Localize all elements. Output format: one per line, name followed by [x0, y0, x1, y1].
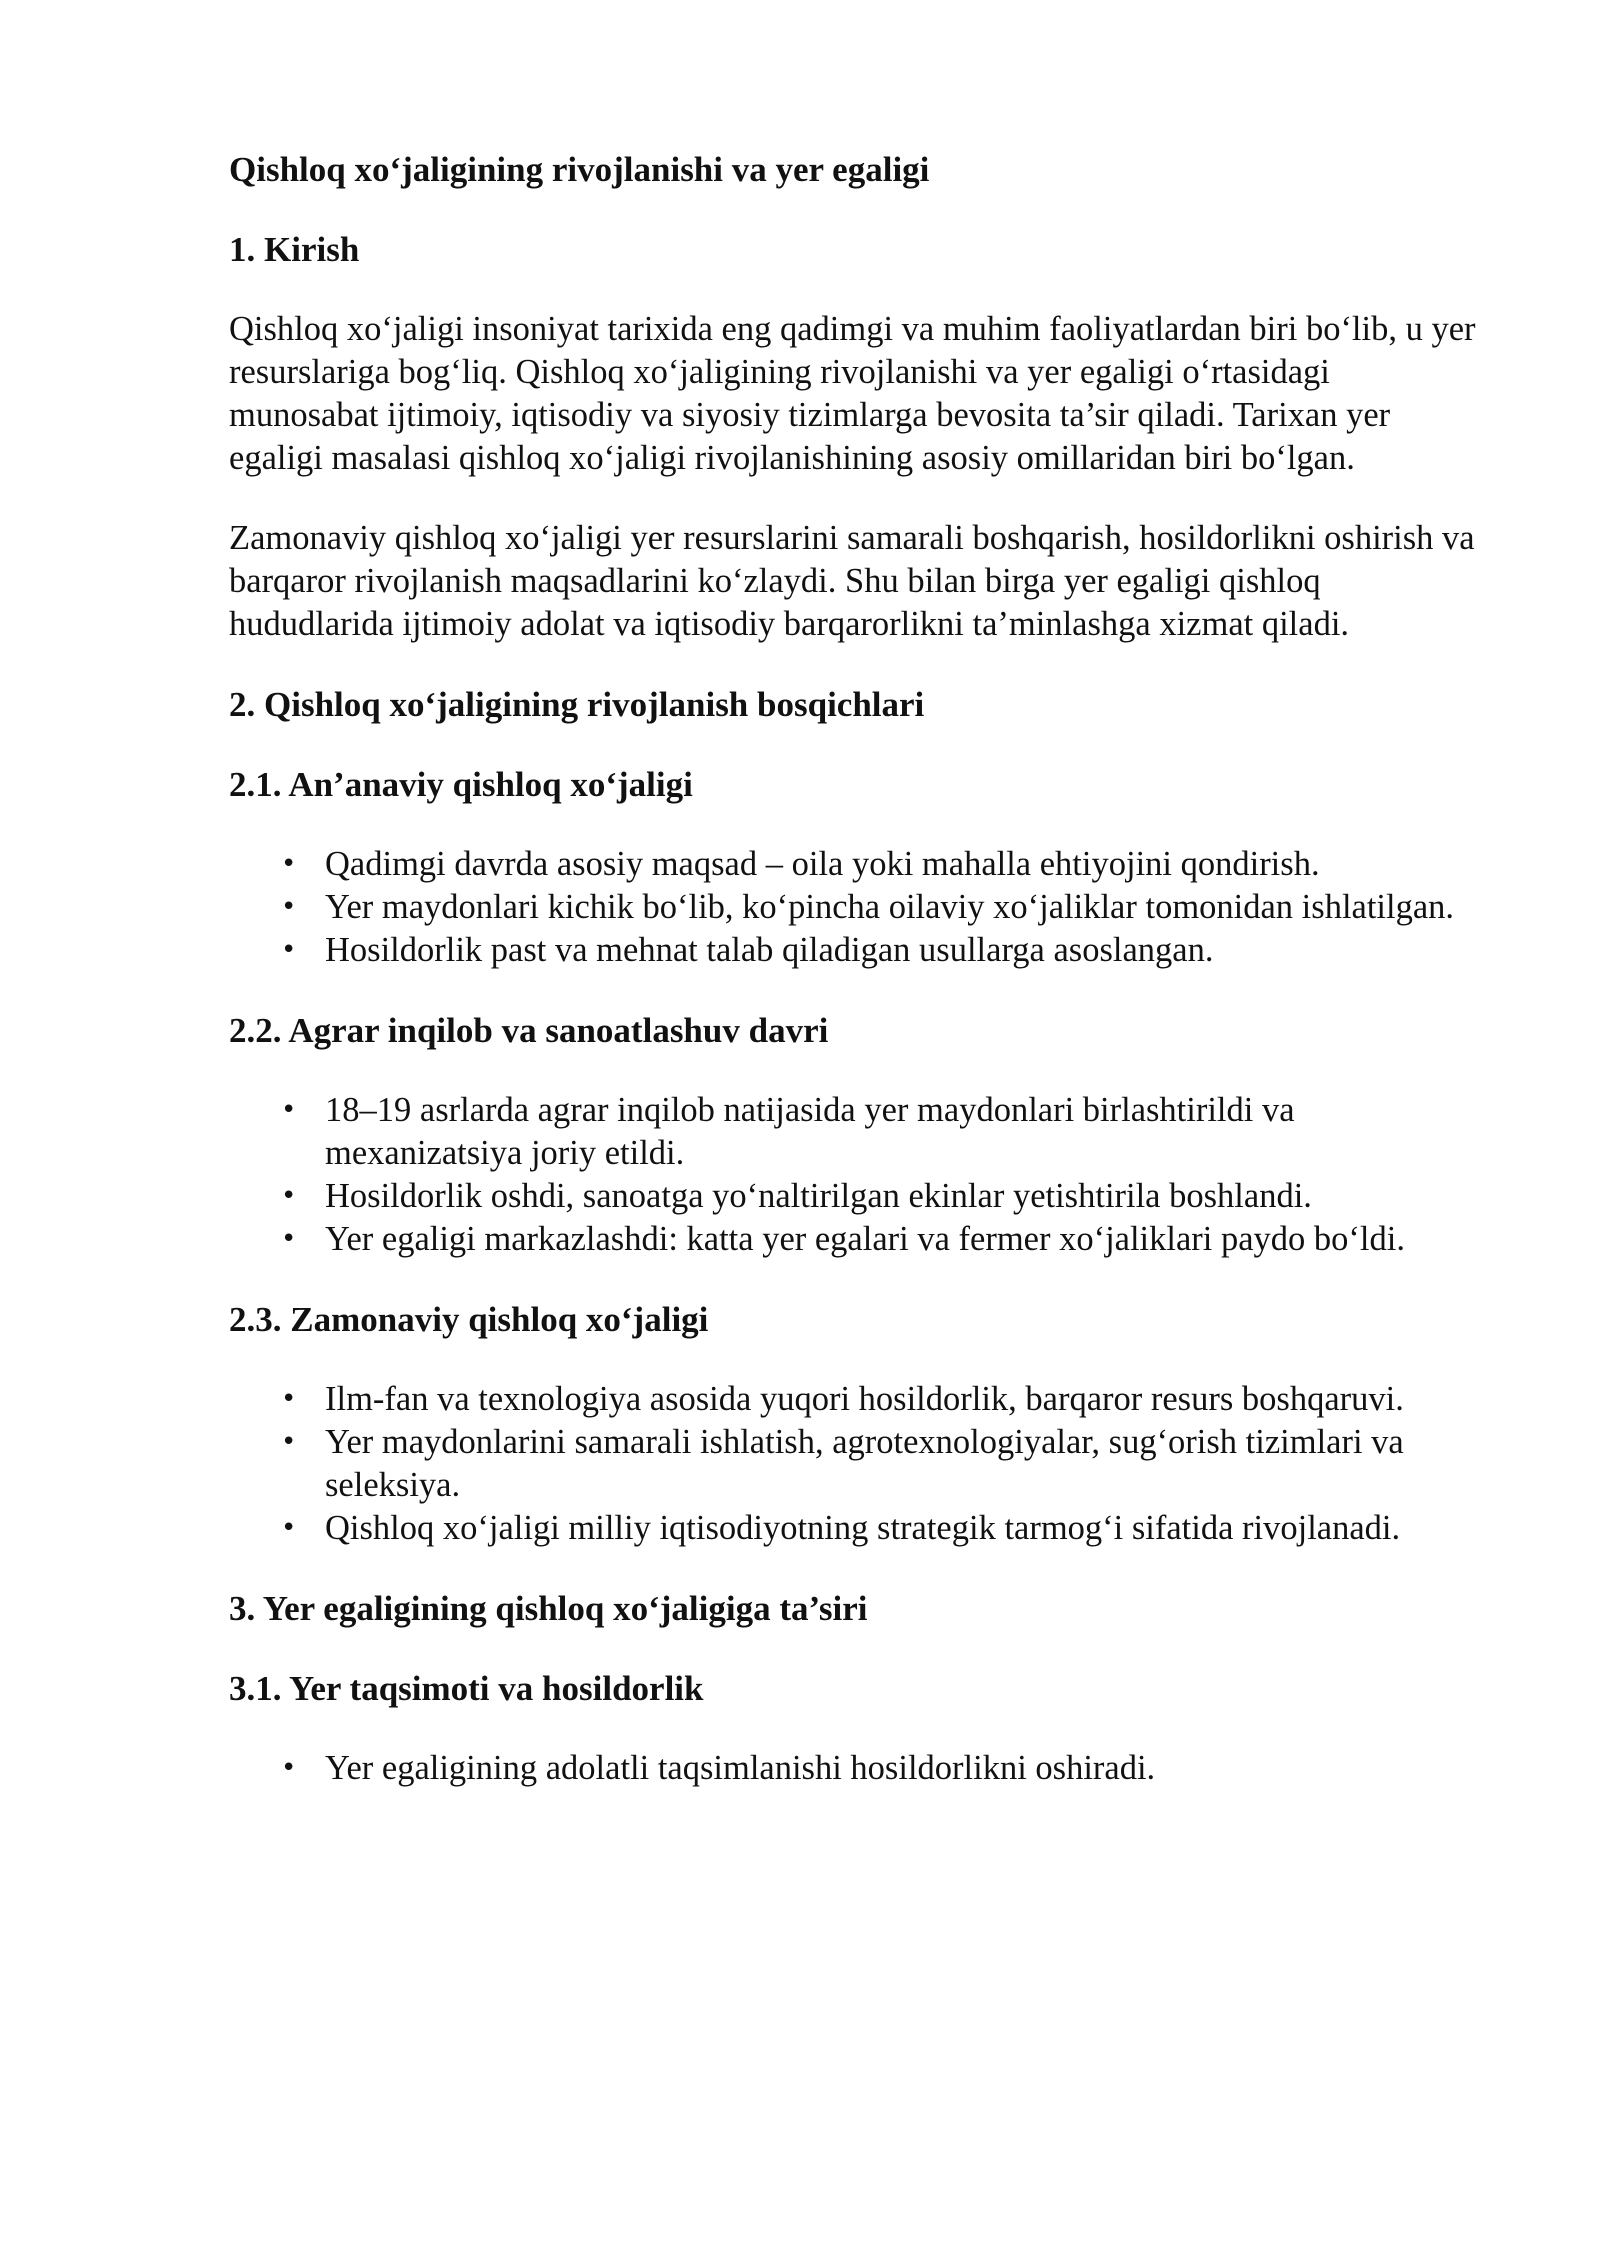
- document-title: Qishloq xo‘jaligining rivojlanishi va yer egaligi: [229, 150, 930, 189]
- list-item: [229, 1421, 1479, 1507]
- list-item: [229, 1747, 1479, 1790]
- section-heading-kirish: 1. Kirish: [229, 230, 360, 269]
- bullet-list: [229, 1747, 1479, 1790]
- list-item: [229, 929, 1479, 972]
- bullet-list: [229, 843, 1479, 972]
- bullet-icon: •: [281, 1384, 297, 1414]
- bullet-icon: •: [281, 1513, 297, 1543]
- bullet-icon: •: [281, 1224, 297, 1254]
- document-page: [229, 148, 1479, 1827]
- section-heading-rivojlanish-bosqichlari: 2. Qishloq xo‘jaligining rivojlanish bosqichlari: [229, 685, 925, 724]
- list-item-text: Qishloq xo‘jaligi milliy iqtisodiyotning strategik tarmog‘i sifatida rivojlanadi.: [325, 1509, 1401, 1547]
- subsection-heading-zamonaviy: 2.3. Zamonaviy qishloq xo‘jaligi: [229, 1300, 709, 1339]
- list-item-text: Yer maydonlarini samarali ishlatish, agrotexnologiyalar, sug‘orish tizimlari va seleksiya.: [325, 1423, 1404, 1504]
- list-item: [229, 1175, 1479, 1218]
- bullet-icon: •: [281, 849, 297, 879]
- bullet-list: [229, 1089, 1479, 1261]
- list-item-text: Yer egaligining adolatli taqsimlanishi hosildorlikni oshiradi.: [325, 1749, 1156, 1787]
- list-item-text: Ilm-fan va texnologiya asosida yuqori hosildorlik, barqaror resurs boshqaruvi.: [325, 1380, 1404, 1418]
- bullet-icon: •: [281, 1427, 297, 1457]
- list-item: [229, 886, 1479, 929]
- list-item: [229, 843, 1479, 886]
- bullet-icon: •: [281, 1753, 297, 1783]
- list-item: [229, 1378, 1479, 1421]
- list-item-text: Hosildorlik past va mehnat talab qiladigan usullarga asoslangan.: [325, 931, 1214, 969]
- list-item: [229, 1089, 1479, 1175]
- paragraph: Qishloq xo‘jaligi insoniyat tarixida eng qadimgi va muhim faoliyatlardan biri bo‘lib, u yer resurslariga bog‘liq. Qishloq xo‘jaligining rivojlanishi va yer egaligi o‘rtasidagi munosabat ijtimoiy, iqtisodiy va siyosiy tizimlarga bevosita ta’sir qiladi. Tarixan yer egaligi masalasi qishloq xo‘jaligi rivojlanishining asosiy omillaridan biri bo‘lgan.: [229, 310, 1476, 477]
- subsection-heading-ananaviy: 2.1. An’anaviy qishloq xo‘jaligi: [229, 765, 693, 804]
- list-item-text: Qadimgi davrda asosiy maqsad – oila yoki mahalla ehtiyojini qondirish.: [325, 845, 1320, 883]
- bullet-icon: •: [281, 935, 297, 965]
- list-item-text: 18–19 asrlarda agrar inqilob natijasida yer maydonlari birlashtirildi va mexanizatsiya joriy etildi.: [325, 1091, 1295, 1172]
- list-item: [229, 1507, 1479, 1550]
- bullet-icon: •: [281, 1095, 297, 1125]
- section-heading-yer-egaligi-tasiri: 3. Yer egaligining qishloq xo‘jaligiga ta’siri: [229, 1589, 868, 1628]
- bullet-icon: •: [281, 892, 297, 922]
- list-item-text: Hosildorlik oshdi, sanoatga yo‘naltirilgan ekinlar yetishtirila boshlandi.: [325, 1177, 1312, 1215]
- list-item: [229, 1218, 1479, 1261]
- list-item-text: Yer maydonlari kichik bo‘lib, ko‘pincha oilaviy xo‘jaliklar tomonidan ishlatilgan.: [325, 888, 1455, 926]
- paragraph: Zamonaviy qishloq xo‘jaligi yer resurslarini samarali boshqarish, hosildorlikni oshirish va barqaror rivojlanish maqsadlarini ko‘zlaydi. Shu bilan birga yer egaligi qishloq hududlarida ijtimoiy adolat va iqtisodiy barqarorlikni ta’minlashga xizmat qiladi.: [229, 519, 1475, 643]
- subsection-heading-agrar-inqilob: 2.2. Agrar inqilob va sanoatlashuv davri: [229, 1011, 829, 1050]
- bullet-icon: •: [281, 1181, 297, 1211]
- subsection-heading-yer-taqsimoti: 3.1. Yer taqsimoti va hosildorlik: [229, 1669, 704, 1708]
- list-item-text: Yer egaligi markazlashdi: katta yer egalari va fermer xo‘jaliklari paydo bo‘ldi.: [325, 1220, 1405, 1258]
- bullet-list: [229, 1378, 1479, 1550]
